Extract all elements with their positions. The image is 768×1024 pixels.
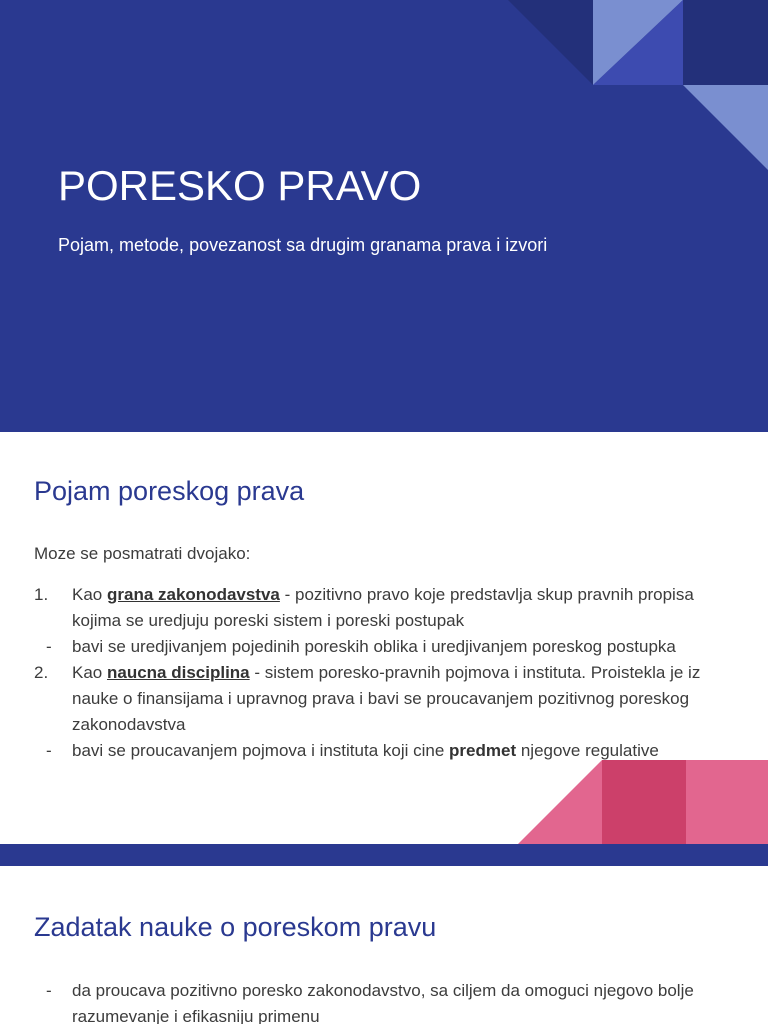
term-highlight: grana zakonodavstva (106, 585, 280, 604)
list-marker: 1. (34, 585, 49, 604)
list-item: 1. Kao grana zakonodavstva - pozitivno pravo koje predstavlja skup pravnih propisa kojima se uredjuju poreski sistem i poreski postupak (34, 582, 734, 634)
bold-word: predmet (449, 741, 517, 760)
list-item: - da proucava pozitivno poresko zakonodavstvo, sa ciljem da omoguci njegovo bolje razumevanje i efikasniju primenu (34, 978, 734, 1024)
content-slide-pojam (0, 432, 768, 844)
slide-title: PORESKO PRAVO (58, 162, 422, 209)
slide-heading: Pojam poreskog prava (34, 476, 305, 506)
slide-subtitle: Pojam, metode, povezanost sa drugim granama prava i izvori (58, 235, 548, 255)
geometric-decoration (518, 760, 768, 844)
intro-text: Moze se posmatrati dvojako: (34, 544, 251, 563)
list-marker: - (46, 741, 52, 760)
task-list (34, 978, 734, 1024)
definition-list (34, 582, 734, 764)
list-marker: - (46, 981, 52, 1000)
slide-separator (0, 844, 768, 866)
title-slide (0, 0, 768, 432)
content-slide-zadatak (0, 866, 768, 1024)
term-highlight: naucna disciplina (106, 663, 250, 682)
list-item: 2. Kao naucna disciplina - sistem poresko-pravnih pojmova i instituta. Proistekla je iz nauke o finansijama i upravnog prava i bavi se proucavanjem pozitivnog poreskog zakonodavstva (34, 660, 734, 738)
list-item: - bavi se uredjivanjem pojedinih poreskih oblika i uredjivanjem poreskog postupka (34, 634, 734, 660)
list-marker: - (46, 637, 52, 656)
slide-heading: Zadatak nauke o poreskom pravu (34, 912, 437, 942)
geometric-decoration (508, 0, 768, 175)
list-item: - bavi se proucavanjem pojmova i instituta koji cine predmet njegove regulative (34, 738, 734, 764)
list-marker: 2. (34, 663, 49, 682)
